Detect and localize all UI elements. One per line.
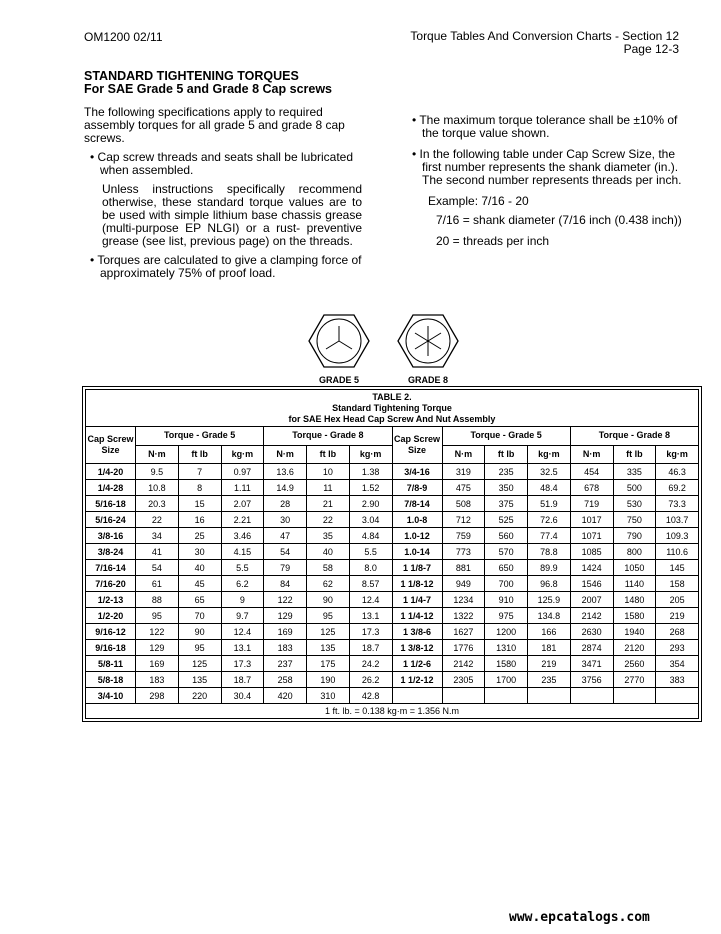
torque-value-cell: 15 [178,496,221,512]
torque-value-cell: 268 [656,624,699,640]
torque-value-cell: 190 [307,672,350,688]
torque-value-cell: 42.8 [349,688,392,704]
table-body [86,464,699,704]
grade5-label: GRADE 5 [318,375,359,385]
torque-value-cell: 65 [178,592,221,608]
torque-value-cell: 8.57 [349,576,392,592]
torque-value-cell: 28 [264,496,307,512]
torque-value-cell: 35 [307,528,350,544]
torque-value-cell: 750 [613,512,656,528]
grade8-hex-icon [397,314,459,368]
torque-value-cell: 96.8 [528,576,571,592]
torque-value-cell: 10.8 [136,480,179,496]
torque-value-cell: 30.4 [221,688,264,704]
torque-value-cell: 95 [136,608,179,624]
torque-value-cell: 84 [264,576,307,592]
torque-value-cell: 881 [442,560,485,576]
torque-value-cell: 8.0 [349,560,392,576]
torque-value-cell: 2007 [570,592,613,608]
torque-value-cell: 1310 [485,640,528,656]
cap-screw-size-cell: 1/4-20 [86,464,136,480]
table-row [86,496,699,512]
table-row [86,560,699,576]
torque-value-cell: 13.1 [221,640,264,656]
unit-kgm: kg·m [221,445,264,464]
torque-value-cell: 70 [178,608,221,624]
torque-value-cell: 18.7 [349,640,392,656]
torque-value-cell: 475 [442,480,485,496]
torque-value-cell: 220 [178,688,221,704]
col-header-size-right: Cap Screw Size [392,427,442,464]
torque-value-cell [613,688,656,704]
torque-value-cell: 2630 [570,624,613,640]
cap-screw-size-cell: 1 1/2-6 [392,656,442,672]
cap-screw-size-cell: 7/16-14 [86,560,136,576]
torque-value-cell: 1580 [485,656,528,672]
cap-screw-size-cell: 1 3/8-6 [392,624,442,640]
torque-value-cell: 1050 [613,560,656,576]
torque-value-cell: 1627 [442,624,485,640]
cap-screw-size-cell: 1.0-12 [392,528,442,544]
torque-value-cell: 375 [485,496,528,512]
torque-value-cell: 7 [178,464,221,480]
torque-value-cell: 54 [264,544,307,560]
torque-value-cell: 2560 [613,656,656,672]
torque-value-cell: 69.2 [656,480,699,496]
torque-value-cell: 122 [136,624,179,640]
torque-value-cell: 570 [485,544,528,560]
torque-value-cell: 169 [264,624,307,640]
table-row [86,672,699,688]
torque-value-cell: 773 [442,544,485,560]
unit-kgm: kg·m [656,445,699,464]
unit-nm: N·m [442,445,485,464]
torque-value-cell: 759 [442,528,485,544]
torque-value-cell: 910 [485,592,528,608]
grade5-hex-icon [308,314,370,368]
watermark: www.epcatalogs.com [509,910,650,925]
torque-value-cell: 1424 [570,560,613,576]
torque-value-cell: 125 [178,656,221,672]
cap-screw-size-cell: 1/4-28 [86,480,136,496]
torque-value-cell: 1.11 [221,480,264,496]
unit-ftlb: ft lb [485,445,528,464]
cap-screw-size-cell: 7/8-9 [392,480,442,496]
torque-value-cell: 2120 [613,640,656,656]
grade8-label: GRADE 8 [407,375,448,385]
col-header-grade8-right: Torque - Grade 8 [570,427,698,446]
torque-value-cell: 110.6 [656,544,699,560]
table-row [86,576,699,592]
right-column [406,114,686,256]
title-line1: STANDARD TIGHTENING TORQUES [84,69,299,83]
torque-value-cell: 34 [136,528,179,544]
torque-value-cell: 2305 [442,672,485,688]
table-row [86,480,699,496]
torque-value-cell: 129 [136,640,179,656]
cap-screw-size-cell: 1 1/2-12 [392,672,442,688]
torque-value-cell: 219 [528,656,571,672]
grade5-figure [307,314,371,385]
unit-nm: N·m [264,445,307,464]
torque-value-cell: 1200 [485,624,528,640]
unit-ftlb: ft lb [307,445,350,464]
table-row [86,512,699,528]
torque-value-cell: 47 [264,528,307,544]
torque-value-cell: 6.2 [221,576,264,592]
torque-value-cell: 3471 [570,656,613,672]
bullet-lubricated: • Cap screw threads and seats shall be lubricated when assembled. [90,150,354,177]
col-header-grade5-left: Torque - Grade 5 [136,427,264,446]
torque-value-cell [528,688,571,704]
torque-value-cell: 1580 [613,608,656,624]
torque-value-cell: 350 [485,480,528,496]
torque-value-cell: 500 [613,480,656,496]
torque-value-cell: 134.8 [528,608,571,624]
left-column [84,106,362,286]
torque-value-cell: 310 [307,688,350,704]
torque-value-cell: 3756 [570,672,613,688]
example-threads: 20 = threads per inch [436,234,550,248]
torque-value-cell: 88 [136,592,179,608]
cap-screw-size-cell: 1 1/8-7 [392,560,442,576]
grade8-figure [396,314,460,385]
torque-value-cell: 30 [178,544,221,560]
torque-value-cell: 1.52 [349,480,392,496]
cap-screw-size-cell: 1.0-8 [392,512,442,528]
col-header-size-left: Cap Screw Size [86,427,136,464]
torque-value-cell [485,688,528,704]
doc-code: OM1200 02/11 [84,30,163,44]
unit-kgm: kg·m [349,445,392,464]
torque-value-cell: 175 [307,656,350,672]
torque-value-cell: 293 [656,640,699,656]
cap-screw-size-cell: 1 1/4-12 [392,608,442,624]
torque-value-cell: 4.15 [221,544,264,560]
cap-screw-size-cell: 5/16-18 [86,496,136,512]
torque-value-cell: 46.3 [656,464,699,480]
torque-value-cell: 319 [442,464,485,480]
torque-value-cell: 5.5 [221,560,264,576]
torque-value-cell: 12.4 [221,624,264,640]
torque-value-cell: 1322 [442,608,485,624]
torque-value-cell: 1140 [613,576,656,592]
torque-value-cell: 1776 [442,640,485,656]
cap-screw-size-cell: 5/8-18 [86,672,136,688]
torque-value-cell: 40 [307,544,350,560]
torque-value-cell: 2.21 [221,512,264,528]
torque-value-cell: 237 [264,656,307,672]
torque-value-cell: 51.9 [528,496,571,512]
torque-value-cell: 125.9 [528,592,571,608]
torque-value-cell: 454 [570,464,613,480]
torque-value-cell: 62 [307,576,350,592]
torque-value-cell: 72.6 [528,512,571,528]
table-row [86,528,699,544]
title-line2: For SAE Grade 5 and Grade 8 Cap screws [84,82,333,96]
cap-screw-size-cell: 7/8-14 [392,496,442,512]
cap-screw-size-cell: 1/2-13 [86,592,136,608]
cap-screw-size-cell: 3/4-10 [86,688,136,704]
torque-table [82,386,702,722]
torque-value-cell: 1546 [570,576,613,592]
col-header-grade8-left: Torque - Grade 8 [264,427,392,446]
table-number: TABLE 2. [372,392,412,402]
torque-value-cell: 25 [178,528,221,544]
cap-screw-size-cell: 7/16-20 [86,576,136,592]
torque-value-cell: 10 [307,464,350,480]
torque-value-cell: 354 [656,656,699,672]
torque-value-cell: 77.4 [528,528,571,544]
cap-screw-size-cell: 5/16-24 [86,512,136,528]
section-header [410,30,679,56]
torque-value-cell: 560 [485,528,528,544]
torque-value-cell: 22 [136,512,179,528]
section-title: Torque Tables And Conversion Charts - Section 12 [410,29,679,43]
table-title [85,389,699,426]
torque-value-cell: 45 [178,576,221,592]
torque-value-cell: 54 [136,560,179,576]
example-diameter: 7/16 = shank diameter (7/16 inch (0.438 inch)) [436,213,682,227]
torque-value-cell: 58 [307,560,350,576]
table-heading: Standard Tightening Torque [332,403,452,413]
table-row [86,592,699,608]
table-row [86,640,699,656]
torque-value-cell: 219 [656,608,699,624]
torque-value-cell: 1700 [485,672,528,688]
torque-value-cell: 20.3 [136,496,179,512]
torque-value-cell: 3.46 [221,528,264,544]
torque-value-cell: 129 [264,608,307,624]
torque-value-cell: 21 [307,496,350,512]
torque-value-cell: 1480 [613,592,656,608]
bullet-table-explanation: • In the following table under Cap Screw Size, the first number represents the shank diameter (in.). The second number represents threads per inch. [412,147,682,187]
torque-value-cell: 258 [264,672,307,688]
torque-value-cell: 125 [307,624,350,640]
torque-grid [85,426,699,704]
torque-value-cell: 700 [485,576,528,592]
torque-value-cell: 2.90 [349,496,392,512]
cap-screw-size-cell: 9/16-12 [86,624,136,640]
torque-value-cell: 18.7 [221,672,264,688]
bullet-tolerance: • The maximum torque tolerance shall be ±10% of the torque value shown. [412,113,678,140]
torque-value-cell: 145 [656,560,699,576]
torque-value-cell: 169 [136,656,179,672]
torque-value-cell: 383 [656,672,699,688]
torque-value-cell: 0.97 [221,464,264,480]
torque-value-cell: 26.2 [349,672,392,688]
torque-value-cell: 103.7 [656,512,699,528]
torque-value-cell: 24.2 [349,656,392,672]
table-row [86,688,699,704]
torque-value-cell: 32.5 [528,464,571,480]
torque-value-cell: 2874 [570,640,613,656]
torque-value-cell: 420 [264,688,307,704]
torque-value-cell: 181 [528,640,571,656]
torque-value-cell: 135 [178,672,221,688]
table-row [86,544,699,560]
torque-value-cell: 5.5 [349,544,392,560]
cap-screw-size-cell: 1 3/8-12 [392,640,442,656]
table-row [86,656,699,672]
torque-value-cell: 95 [307,608,350,624]
torque-value-cell: 2142 [442,656,485,672]
torque-value-cell: 650 [485,560,528,576]
example-text: Example: 7/16 - 20 [428,194,529,208]
torque-value-cell: 800 [613,544,656,560]
intro-text: The following specifications apply to required assembly torques for all grade 5 and grade 8 cap screws. [84,105,345,145]
torque-value-cell: 530 [613,496,656,512]
torque-value-cell: 90 [307,592,350,608]
torque-value-cell: 949 [442,576,485,592]
torque-value-cell: 1085 [570,544,613,560]
table-row [86,624,699,640]
torque-value-cell: 712 [442,512,485,528]
torque-value-cell: 17.3 [349,624,392,640]
unit-ftlb: ft lb [178,445,221,464]
torque-value-cell [570,688,613,704]
cap-screw-size-cell: 1.0-14 [392,544,442,560]
torque-value-cell: 89.9 [528,560,571,576]
torque-value-cell: 508 [442,496,485,512]
torque-value-cell: 158 [656,576,699,592]
grease-paragraph: Unless instructions specifically recommend otherwise, these standard torque values are to be used with simple lithium base chassis grease (multi-purpose EP NLGI) or a rust- preventive grease (see list, previous page) on the threads. [102,182,362,248]
torque-value-cell: 41 [136,544,179,560]
cap-screw-size-cell: 5/8-11 [86,656,136,672]
torque-value-cell: 17.3 [221,656,264,672]
torque-value-cell: 40 [178,560,221,576]
torque-value-cell: 3.04 [349,512,392,528]
torque-value-cell: 235 [528,672,571,688]
torque-value-cell: 183 [136,672,179,688]
torque-value-cell: 335 [613,464,656,480]
unit-nm: N·m [570,445,613,464]
torque-value-cell: 525 [485,512,528,528]
torque-value-cell: 790 [613,528,656,544]
unit-ftlb: ft lb [613,445,656,464]
cap-screw-size-cell: 1 1/4-7 [392,592,442,608]
torque-value-cell: 9 [221,592,264,608]
torque-value-cell: 16 [178,512,221,528]
torque-value-cell: 166 [528,624,571,640]
torque-value-cell [442,688,485,704]
torque-value-cell: 78.8 [528,544,571,560]
torque-value-cell: 2142 [570,608,613,624]
cap-screw-size-cell [392,688,442,704]
cap-screw-size-cell: 3/8-16 [86,528,136,544]
torque-value-cell: 205 [656,592,699,608]
torque-value-cell: 9.5 [136,464,179,480]
torque-value-cell: 13.6 [264,464,307,480]
table-subheading: for SAE Hex Head Cap Screw And Nut Assembly [288,414,496,424]
cap-screw-size-cell: 1 1/8-12 [392,576,442,592]
unit-kgm: kg·m [528,445,571,464]
torque-value-cell: 48.4 [528,480,571,496]
cap-screw-size-cell: 3/8-24 [86,544,136,560]
table-row [86,608,699,624]
cap-screw-size-cell: 9/16-18 [86,640,136,656]
torque-value-cell: 1234 [442,592,485,608]
unit-nm: N·m [136,445,179,464]
torque-value-cell: 109.3 [656,528,699,544]
torque-value-cell: 1940 [613,624,656,640]
torque-value-cell: 719 [570,496,613,512]
torque-value-cell: 678 [570,480,613,496]
torque-value-cell: 1.38 [349,464,392,480]
cap-screw-size-cell: 1/2-20 [86,608,136,624]
torque-value-cell: 4.84 [349,528,392,544]
torque-value-cell: 183 [264,640,307,656]
page-title [84,70,332,96]
bullet-clamping: • Torques are calculated to give a clamping force of approximately 75% of proof load. [90,253,362,280]
torque-value-cell: 12.4 [349,592,392,608]
table-footer-conversion: 1 ft. lb. = 0.138 kg·m = 1.356 N.m [85,704,699,719]
torque-value-cell: 122 [264,592,307,608]
torque-value-cell: 8 [178,480,221,496]
torque-value-cell: 2770 [613,672,656,688]
torque-value-cell: 14.9 [264,480,307,496]
torque-value-cell: 135 [307,640,350,656]
torque-value-cell: 11 [307,480,350,496]
torque-value-cell: 975 [485,608,528,624]
torque-value-cell: 95 [178,640,221,656]
page-number: Page 12-3 [623,42,679,56]
torque-value-cell: 2.07 [221,496,264,512]
torque-value-cell: 30 [264,512,307,528]
cap-screw-size-cell: 3/4-16 [392,464,442,480]
torque-value-cell: 79 [264,560,307,576]
torque-value-cell: 9.7 [221,608,264,624]
torque-value-cell: 90 [178,624,221,640]
torque-value-cell: 13.1 [349,608,392,624]
torque-value-cell: 298 [136,688,179,704]
table-row [86,464,699,480]
torque-value-cell [656,688,699,704]
col-header-grade5-right: Torque - Grade 5 [442,427,570,446]
torque-value-cell: 22 [307,512,350,528]
torque-value-cell: 61 [136,576,179,592]
torque-value-cell: 1071 [570,528,613,544]
torque-value-cell: 73.3 [656,496,699,512]
torque-value-cell: 235 [485,464,528,480]
torque-value-cell: 1017 [570,512,613,528]
